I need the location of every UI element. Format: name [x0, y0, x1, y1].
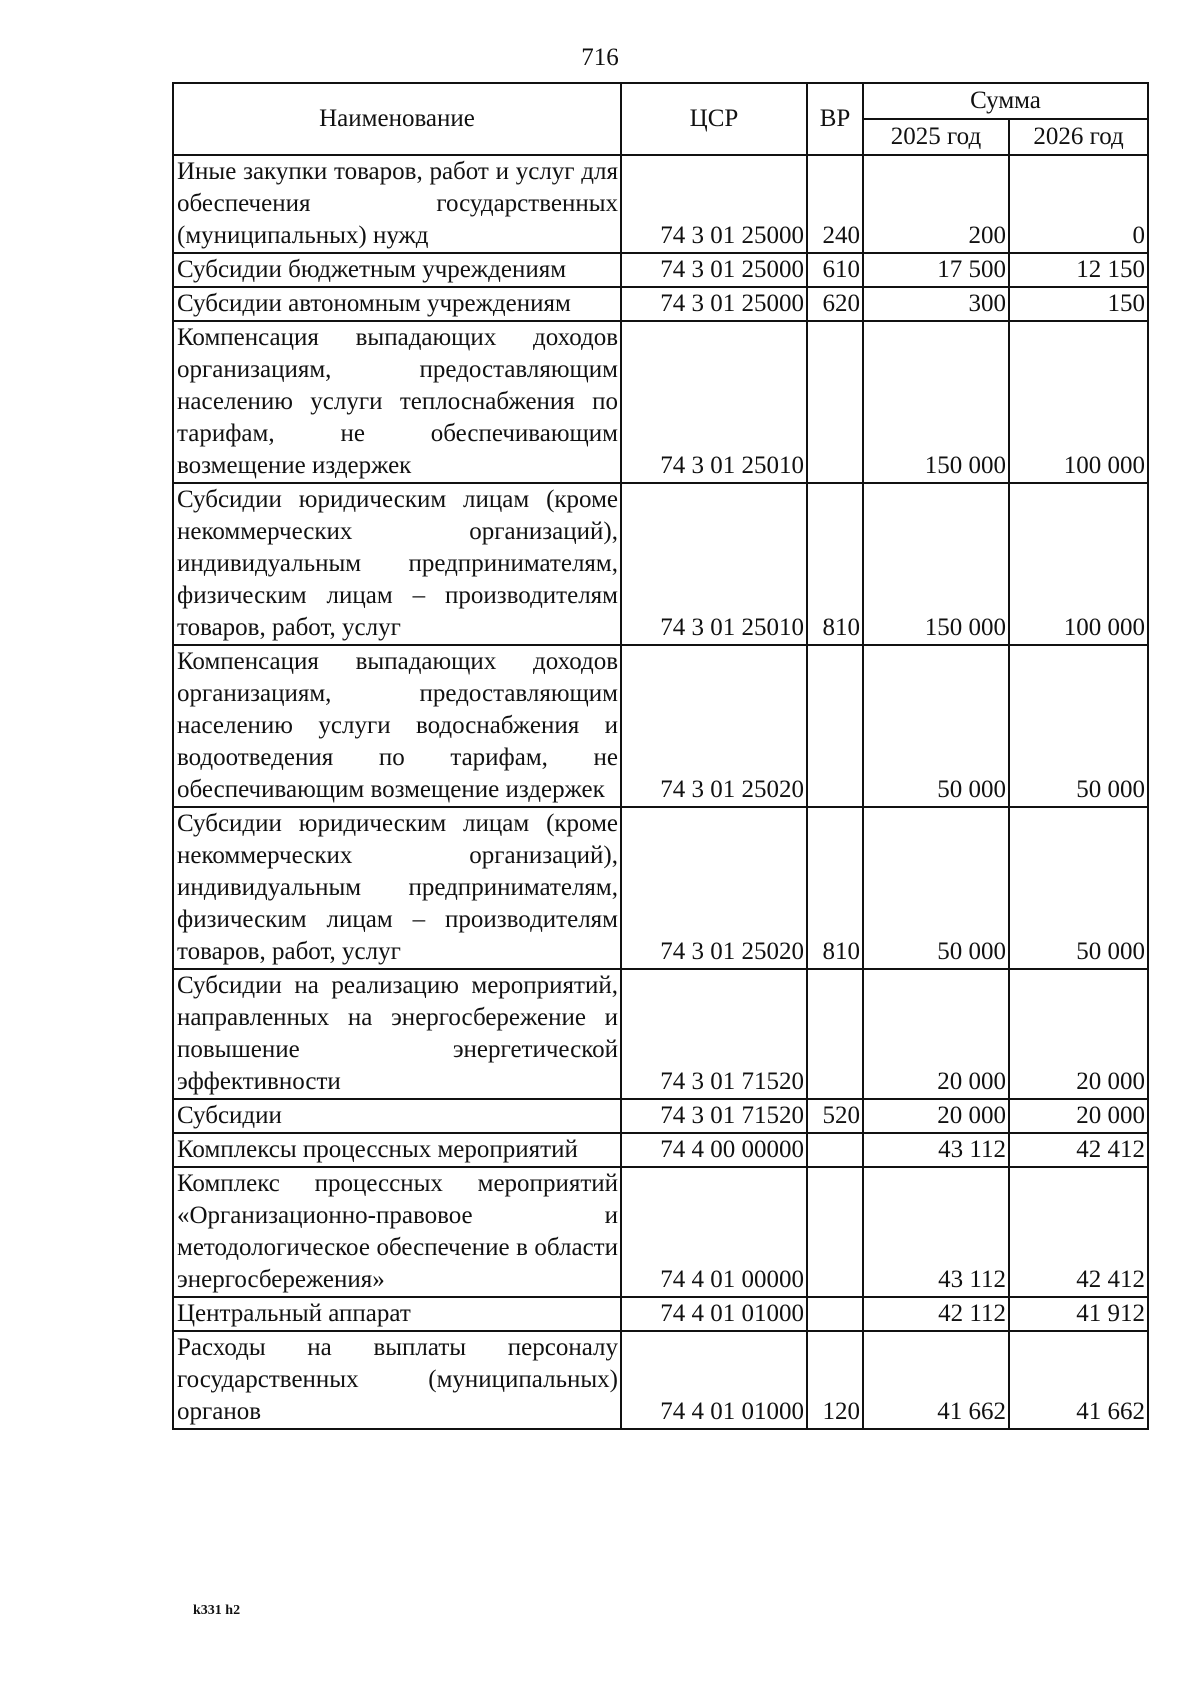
row-name: Центральный аппарат — [173, 1297, 621, 1331]
row-amount-2025: 43 112 — [863, 1133, 1009, 1167]
row-vr: 610 — [807, 253, 863, 287]
row-csr: 74 3 01 71520 — [621, 1099, 807, 1133]
row-name: Субсидии юридическим лицам (кроме некоммерческих организаций), индивидуальным предпринимателям, физическим лицам – производителям товаров, работ, услуг — [173, 807, 621, 969]
row-csr: 74 4 01 01000 — [621, 1331, 807, 1429]
row-name: Субсидии юридическим лицам (кроме некоммерческих организаций), индивидуальным предпринимателям, физическим лицам – производителям товаров, работ, услуг — [173, 483, 621, 645]
row-amount-2026: 41 912 — [1009, 1297, 1148, 1331]
row-vr: 520 — [807, 1099, 863, 1133]
row-amount-2026: 20 000 — [1009, 1099, 1148, 1133]
row-csr: 74 4 01 01000 — [621, 1297, 807, 1331]
table-row — [173, 1331, 1148, 1429]
page-number: 716 — [581, 44, 619, 71]
row-vr: 120 — [807, 1331, 863, 1429]
row-amount-2025: 200 — [863, 155, 1009, 253]
row-name: Иные закупки товаров, работ и услуг для обеспечения государственных (муниципальных) нужд — [173, 155, 621, 253]
table-row — [173, 1133, 1148, 1167]
header-vr: ВР — [807, 83, 863, 155]
table-row — [173, 321, 1148, 483]
table-row — [173, 807, 1148, 969]
row-amount-2026: 42 412 — [1009, 1133, 1148, 1167]
row-name: Компенсация выпадающих доходов организациям, предоставляющим населению услуги водоснабжения и водоотведения по тарифам, не обеспечивающим возмещение издержек — [173, 645, 621, 807]
footer-code: k331 h2 — [193, 1603, 241, 1618]
table-row — [173, 645, 1148, 807]
row-vr — [807, 1133, 863, 1167]
table-row — [173, 1297, 1148, 1331]
row-vr — [807, 645, 863, 807]
table-row — [173, 1099, 1148, 1133]
row-csr: 74 3 01 25000 — [621, 155, 807, 253]
row-name: Комплекс процессных мероприятий «Организационно-правовое и методологическое обеспечение в области энергосбережения» — [173, 1167, 621, 1297]
row-name: Субсидии автономным учреждениям — [173, 287, 621, 321]
table-row — [173, 287, 1148, 321]
row-amount-2026: 12 150 — [1009, 253, 1148, 287]
row-amount-2026: 50 000 — [1009, 807, 1148, 969]
row-vr: 810 — [807, 807, 863, 969]
row-csr: 74 4 00 00000 — [621, 1133, 807, 1167]
row-amount-2025: 50 000 — [863, 807, 1009, 969]
row-amount-2026: 42 412 — [1009, 1167, 1148, 1297]
row-vr: 620 — [807, 287, 863, 321]
header-csr: ЦСР — [621, 83, 807, 155]
row-amount-2026: 0 — [1009, 155, 1148, 253]
row-vr: 240 — [807, 155, 863, 253]
table-row — [173, 969, 1148, 1099]
row-name: Субсидии бюджетным учреждениям — [173, 253, 621, 287]
row-amount-2026: 100 000 — [1009, 321, 1148, 483]
header-sum: Сумма — [863, 83, 1148, 119]
row-vr — [807, 1297, 863, 1331]
row-name: Компенсация выпадающих доходов организациям, предоставляющим населению услуги теплоснабжения по тарифам, не обеспечивающим возмещение издержек — [173, 321, 621, 483]
row-csr: 74 3 01 25010 — [621, 483, 807, 645]
row-csr: 74 3 01 25000 — [621, 253, 807, 287]
row-amount-2025: 41 662 — [863, 1331, 1009, 1429]
row-amount-2026: 50 000 — [1009, 645, 1148, 807]
row-csr: 74 3 01 71520 — [621, 969, 807, 1099]
header-name: Наименование — [173, 83, 621, 155]
row-amount-2026: 41 662 — [1009, 1331, 1148, 1429]
row-name: Расходы на выплаты персоналу государственных (муниципальных) органов — [173, 1331, 621, 1429]
row-csr: 74 3 01 25000 — [621, 287, 807, 321]
row-csr: 74 3 01 25010 — [621, 321, 807, 483]
row-amount-2025: 300 — [863, 287, 1009, 321]
row-amount-2026: 20 000 — [1009, 969, 1148, 1099]
row-amount-2025: 150 000 — [863, 483, 1009, 645]
row-vr — [807, 1167, 863, 1297]
row-vr: 810 — [807, 483, 863, 645]
row-name: Субсидии на реализацию мероприятий, направленных на энергосбережение и повышение энергетической эффективности — [173, 969, 621, 1099]
row-name: Субсидии — [173, 1099, 621, 1133]
row-vr — [807, 321, 863, 483]
row-amount-2025: 150 000 — [863, 321, 1009, 483]
row-csr: 74 3 01 25020 — [621, 807, 807, 969]
table-row — [173, 155, 1148, 253]
table-row — [173, 1167, 1148, 1297]
header-year-2026: 2026 год — [1009, 119, 1148, 155]
row-amount-2026: 100 000 — [1009, 483, 1148, 645]
row-amount-2025: 42 112 — [863, 1297, 1009, 1331]
row-name: Комплексы процессных мероприятий — [173, 1133, 621, 1167]
table-row — [173, 253, 1148, 287]
budget-table — [172, 82, 1149, 1430]
row-amount-2025: 17 500 — [863, 253, 1009, 287]
row-amount-2025: 43 112 — [863, 1167, 1009, 1297]
row-csr: 74 4 01 00000 — [621, 1167, 807, 1297]
row-amount-2025: 50 000 — [863, 645, 1009, 807]
row-amount-2026: 150 — [1009, 287, 1148, 321]
row-amount-2025: 20 000 — [863, 1099, 1009, 1133]
table-row — [173, 483, 1148, 645]
row-vr — [807, 969, 863, 1099]
header-year-2025: 2025 год — [863, 119, 1009, 155]
row-csr: 74 3 01 25020 — [621, 645, 807, 807]
row-amount-2025: 20 000 — [863, 969, 1009, 1099]
